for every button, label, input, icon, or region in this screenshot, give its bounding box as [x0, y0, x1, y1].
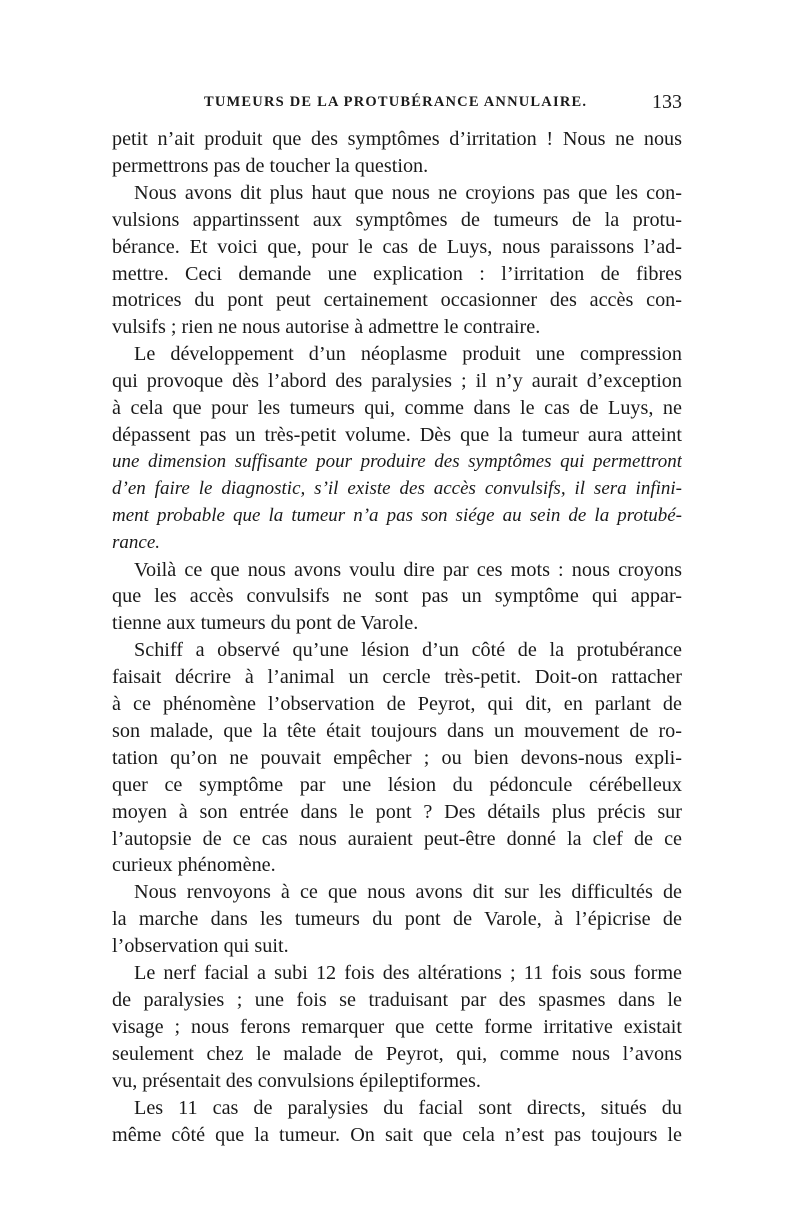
- text-line: l’observation qui suit.: [112, 935, 289, 958]
- text-line: son malade, que la tête était toujours dans un mouvement de ro-: [112, 719, 682, 742]
- text-line: petit n’ait produit que des symptômes d’irritation ! Nous ne nous: [112, 128, 682, 150]
- text-line: de paralysies ; une fois se traduisant par des spasmes dans le: [112, 989, 682, 1011]
- text-line: Voilà ce que nous avons voulu dire par ces mots : nous croyons: [134, 558, 682, 581]
- text-line: Nous renvoyons à ce que nous avons dit sur les difficultés de: [134, 881, 682, 904]
- text-line: curieux phénomène.: [112, 854, 276, 877]
- text-line: même côté que la tumeur. On sait que cela n’est pas toujours le: [112, 1123, 682, 1146]
- text-line: rance.: [112, 531, 161, 553]
- text-line: qui provoque dès l’abord des paralysies ; il n’y aurait d’exception: [112, 370, 682, 393]
- text-line: que les accès convulsifs ne sont pas un symptôme qui appar-: [112, 585, 682, 608]
- text-line: d’en faire le diagnostic, s’il existe des accès convulsifs, il sera infini-: [112, 477, 682, 499]
- text-line: vu, présentait des convulsions épileptiformes.: [112, 1069, 481, 1092]
- text-line: vulsifs ; rien ne nous autorise à admettre le contraire.: [112, 316, 541, 339]
- text-line: mettre. Ceci demande une explication : l’irritation de fibres: [112, 262, 682, 285]
- text-line: dépassent pas un très-petit volume. Dès que la tumeur aura atteint: [112, 423, 682, 446]
- text-line: à ce phénomène l’observation de Peyrot, qui dit, en parlant de: [112, 693, 682, 716]
- text-line: moyen à son entrée dans le pont ? Des détails plus précis sur: [112, 800, 682, 823]
- text-line: vulsions appartinssent aux symptômes de tumeurs de la protu-: [112, 208, 682, 231]
- text-line: Le nerf facial a subi 12 fois des altérations ; 11 fois sous forme: [134, 962, 682, 985]
- text-line: une dimension suffisante pour produire des symptômes qui permettront: [112, 450, 682, 472]
- text-line: tienne aux tumeurs du pont de Varole.: [112, 612, 419, 635]
- text-line: ment probable que la tumeur n’a pas son siége au sein de la protubé-: [112, 504, 682, 526]
- text-line: permettrons pas de toucher la question.: [112, 154, 429, 177]
- text-line: quer ce symptôme par une lésion du pédoncule cérébelleux: [112, 773, 682, 796]
- text-line: Les 11 cas de paralysies du facial sont directs, situés du: [134, 1096, 682, 1119]
- text-line: Schiff a observé qu’une lésion d’un côté de la protubérance: [134, 639, 682, 662]
- text-line: Nous avons dit plus haut que nous ne croyions pas que les con-: [134, 181, 682, 204]
- text-line: motrices du pont peut certainement occasionner des accès con-: [112, 289, 682, 312]
- text-line: à cela que pour les tumeurs qui, comme dans le cas de Luys, ne: [112, 397, 682, 420]
- body-text: [112, 126, 682, 1148]
- text-line: la marche dans les tumeurs du pont de Varole, à l’épicrise de: [112, 908, 682, 931]
- page-header: [112, 91, 682, 118]
- text-line: l’autopsie de ce cas nous auraient peut-être donné la clef de ce: [112, 827, 682, 850]
- text-line: seulement chez le malade de Peyrot, qui, comme nous l’avons: [112, 1042, 682, 1065]
- text-line: tation qu’on ne pouvait empêcher ; ou bien devons-nous expli-: [112, 746, 682, 769]
- running-title: TUMEURS DE LA PROTUBÉRANCE ANNULAIRE.: [204, 94, 588, 110]
- text-line: visage ; nous ferons remarquer que cette forme irritative existait: [112, 1015, 682, 1038]
- page-number: 133: [652, 91, 682, 113]
- text-line: bérance. Et voici que, pour le cas de Luys, nous paraissons l’ad-: [112, 235, 682, 258]
- text-line: faisait décrire à l’animal un cercle très-petit. Doit-on rattacher: [112, 666, 682, 689]
- text-line: Le développement d’un néoplasme produit une compression: [134, 343, 682, 366]
